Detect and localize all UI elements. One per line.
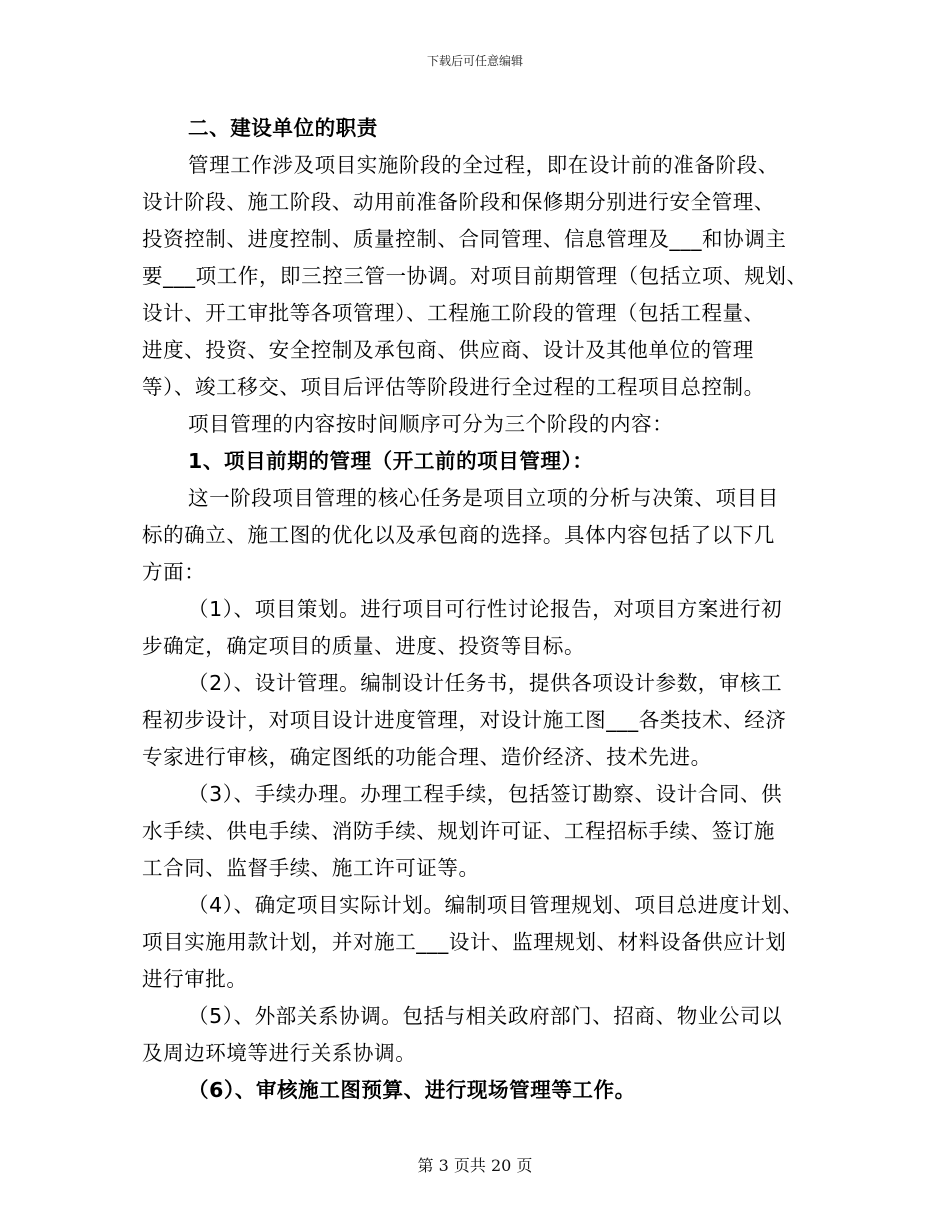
paragraph-line: 管理工作涉及项目实施阶段的全过程，即在设计前的准备阶段、 [188,153,779,177]
section-heading: 1、项目前期的管理（开工前的项目管理）： [188,449,594,473]
paragraph-line: 进度、投资、安全控制及承包商、供应商、设计及其他单位的管理 [142,338,754,362]
section-heading: 二、建设单位的职责 [188,116,378,140]
paragraph-line: 水手续、供电手续、消防手续、规划许可证、工程招标手续、签订施 [142,819,775,843]
paragraph-line: 工合同、监督手续、施工许可证等。 [142,856,480,880]
paragraph-line: 及周边环境等进行关系协调。 [142,1041,417,1065]
paragraph-line: 投资控制、进度控制、质量控制、合同管理、信息管理及___和协调主 [142,227,787,251]
page-footer: 第 3 页共 20 页 [417,1156,533,1175]
paragraph-line: 程初步设计，对项目设计进度管理，对设计施工图___各类技术、经济 [142,708,787,732]
paragraph-line: 步确定，确定项目的质量、进度、投资等目标。 [142,634,586,658]
section-heading: （6）、审核施工图预算、进行现场管理等工作。 [188,1078,636,1102]
paragraph-line: （2）、设计管理。编制设计任务书，提供各项设计参数，审核工 [188,671,783,695]
paragraph-line: 进行审批。 [142,967,248,991]
paragraph-line: 等）、竣工移交、项目后评估等阶段进行全过程的工程项目总控制。 [142,375,765,399]
paragraph-line: 要___项工作，即三控三管一协调。对项目前期管理（包括立项、规划、 [142,264,808,288]
paragraph-line: 专家进行审核，确定图纸的功能合理、造价经济、技术先进。 [142,745,712,769]
paragraph-line: （5）、外部关系协调。包括与相关政府部门、招商、物业公司以 [188,1004,783,1028]
paragraph-line: 设计阶段、施工阶段、动用前准备阶段和保修期分别进行安全管理、 [142,190,775,214]
paragraph-line: 项目管理的内容按时间顺序可分为三个阶段的内容： [188,412,674,436]
paragraph-line: 方面： [142,560,206,584]
paragraph-line: 设计、开工审批等各项管理）、工程施工阶段的管理（包括工程量、 [142,301,765,325]
paragraph-line: 项目实施用款计划，并对施工___设计、监理规划、材料设备供应计划 [142,930,787,954]
paragraph-line: （3）、手续办理。办理工程手续，包括签订勘察、设计合同、供 [188,782,783,806]
paragraph-line: 标的确立、施工图的优化以及承包商的选择。具体内容包括了以下几 [142,523,775,547]
paragraph-line: （1）、项目策划。进行项目可行性讨论报告，对项目方案进行初 [188,597,783,621]
paragraph-line: （4）、确定项目实际计划。编制项目管理规划、项目总进度计划、 [188,893,804,917]
paragraph-line: 这一阶段项目管理的核心任务是项目立项的分析与决策、项目目 [188,486,779,510]
page-header: 下载后可任意编辑 [426,54,523,68]
